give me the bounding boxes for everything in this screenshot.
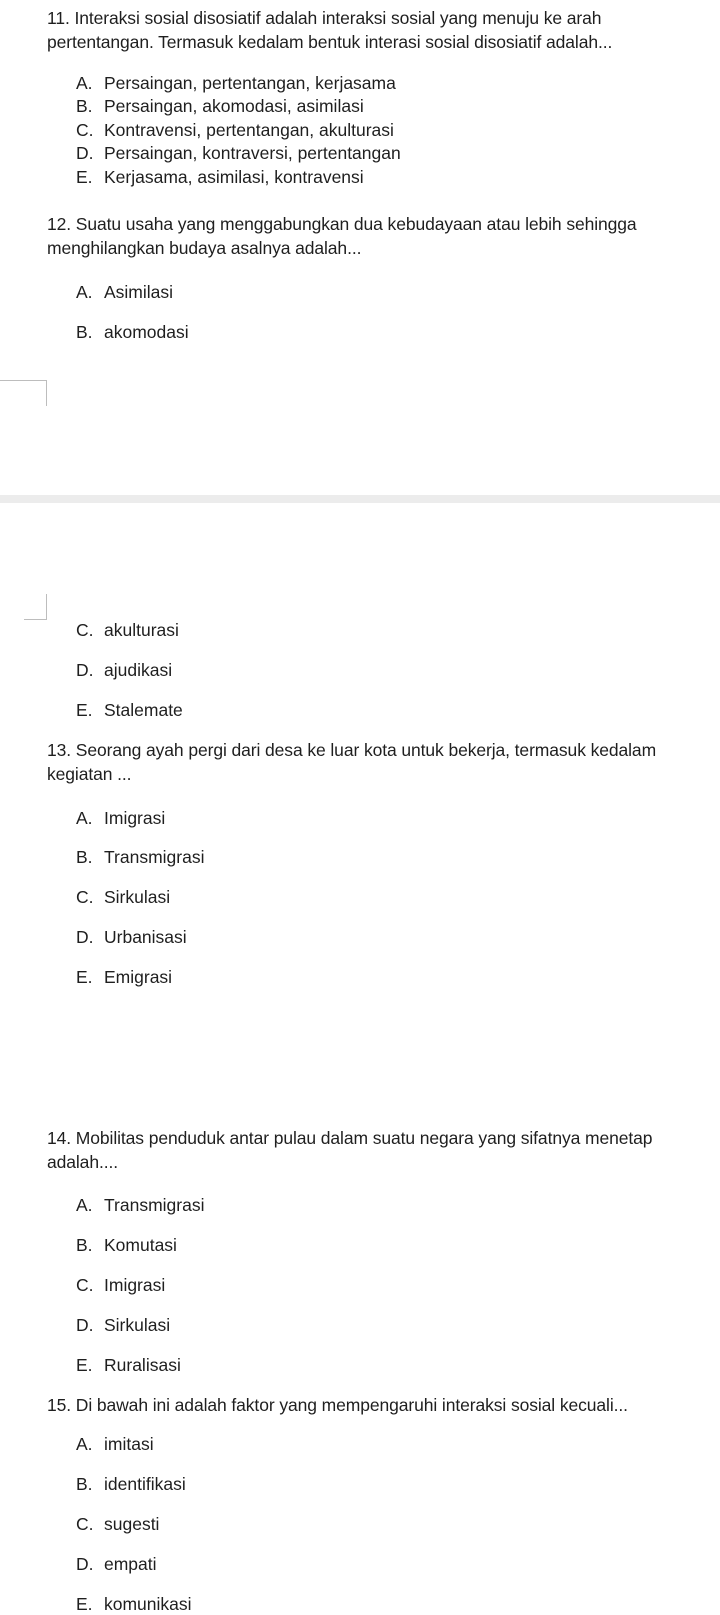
option-letter: E. bbox=[76, 167, 93, 187]
question-13-option-b bbox=[76, 846, 204, 868]
question-12-option-c bbox=[76, 619, 179, 641]
question-15-option-b bbox=[76, 1473, 186, 1495]
option-letter: C. bbox=[76, 120, 94, 140]
question-12-option-a bbox=[76, 281, 173, 303]
page-divider bbox=[0, 495, 720, 503]
option-text: identifikasi bbox=[104, 1474, 186, 1494]
option-text: Imigrasi bbox=[104, 1275, 166, 1295]
option-text: Urbanisasi bbox=[104, 927, 187, 947]
option-text: Stalemate bbox=[104, 700, 183, 720]
option-text: Kontravensi, pertentangan, akulturasi bbox=[104, 120, 394, 140]
option-letter: E. bbox=[76, 1594, 93, 1614]
option-text: Persaingan, pertentangan, kerjasama bbox=[104, 73, 396, 93]
option-text: Ruralisasi bbox=[104, 1355, 181, 1375]
option-text: Persaingan, akomodasi, asimilasi bbox=[104, 96, 364, 116]
option-text: sugesti bbox=[104, 1514, 160, 1534]
crop-mark-bottom bbox=[24, 594, 47, 620]
question-13-option-e bbox=[76, 966, 172, 988]
option-letter: E. bbox=[76, 1355, 93, 1375]
question-15-option-c bbox=[76, 1513, 159, 1535]
option-letter: C. bbox=[76, 1514, 94, 1534]
option-letter: D. bbox=[76, 660, 94, 680]
option-letter: A. bbox=[76, 282, 93, 302]
option-letter: D. bbox=[76, 1315, 94, 1335]
question-14-option-d bbox=[76, 1314, 170, 1336]
option-letter: C. bbox=[76, 1275, 94, 1295]
option-letter: B. bbox=[76, 1235, 93, 1255]
question-15-option-a bbox=[76, 1433, 154, 1455]
option-letter: D. bbox=[76, 927, 94, 947]
option-text: komunikasi bbox=[104, 1594, 192, 1614]
question-11-text: 11. Interaksi sosial disosiatif adalah interaksi sosial yang menuju ke arah pertentangan. Termasuk kedalam bentuk interasi sosial disosiatif adalah... bbox=[47, 8, 613, 52]
option-text: empati bbox=[104, 1554, 157, 1574]
option-text: Sirkulasi bbox=[104, 1315, 171, 1335]
question-15-option-d bbox=[76, 1553, 157, 1575]
option-text: Emigrasi bbox=[104, 967, 173, 987]
question-14-option-e bbox=[76, 1354, 181, 1376]
question-12-option-e bbox=[76, 699, 183, 721]
option-text: Kerjasama, asimilasi, kontravensi bbox=[104, 167, 364, 187]
option-text: Imigrasi bbox=[104, 808, 166, 828]
option-text: akomodasi bbox=[104, 322, 189, 342]
question-11-option-d bbox=[76, 142, 401, 164]
option-text: akulturasi bbox=[104, 620, 179, 640]
option-letter: A. bbox=[76, 808, 93, 828]
option-text: Transmigrasi bbox=[104, 1195, 205, 1215]
question-14-option-b bbox=[76, 1234, 177, 1256]
option-letter: B. bbox=[76, 322, 93, 342]
option-letter: E. bbox=[76, 700, 93, 720]
option-text: Sirkulasi bbox=[104, 887, 171, 907]
question-11-option-c bbox=[76, 119, 394, 141]
option-letter: E. bbox=[76, 967, 93, 987]
question-14-option-c bbox=[76, 1274, 165, 1296]
question-13-option-d bbox=[76, 926, 187, 948]
option-letter: D. bbox=[76, 143, 94, 163]
question-14-option-a bbox=[76, 1194, 204, 1216]
option-text: ajudikasi bbox=[104, 660, 173, 680]
option-letter: A. bbox=[76, 1195, 93, 1215]
option-letter: C. bbox=[76, 620, 94, 640]
question-11-option-b bbox=[76, 95, 364, 117]
question-12-option-b bbox=[76, 321, 189, 343]
option-text: Persaingan, kontraversi, pertentangan bbox=[104, 143, 401, 163]
option-text: Komutasi bbox=[104, 1235, 177, 1255]
question-12-option-d bbox=[76, 659, 172, 681]
option-letter: B. bbox=[76, 96, 93, 116]
option-text: Transmigrasi bbox=[104, 847, 205, 867]
option-letter: A. bbox=[76, 73, 93, 93]
question-11-option-e bbox=[76, 166, 364, 188]
option-letter: D. bbox=[76, 1554, 94, 1574]
option-text: imitasi bbox=[104, 1434, 154, 1454]
option-letter: A. bbox=[76, 1434, 93, 1454]
option-letter: B. bbox=[76, 1474, 93, 1494]
option-text: Asimilasi bbox=[104, 282, 174, 302]
question-15-text: 15. Di bawah ini adalah faktor yang mempengaruhi interaksi sosial kecuali... bbox=[47, 1395, 628, 1415]
option-letter: B. bbox=[76, 847, 93, 867]
question-11-option-a bbox=[76, 72, 396, 94]
question-13-option-c bbox=[76, 886, 170, 908]
crop-mark-top bbox=[0, 380, 47, 406]
question-13-option-a bbox=[76, 807, 165, 829]
question-12-text: 12. Suatu usaha yang menggabungkan dua kebudayaan atau lebih sehingga menghilangkan budaya asalnya adalah... bbox=[47, 214, 637, 258]
question-13-text: 13. Seorang ayah pergi dari desa ke luar kota untuk bekerja, termasuk kedalam kegiatan ... bbox=[47, 740, 657, 784]
question-14-text: 14. Mobilitas penduduk antar pulau dalam suatu negara yang sifatnya menetap adalah.... bbox=[47, 1128, 653, 1172]
option-letter: C. bbox=[76, 887, 94, 907]
